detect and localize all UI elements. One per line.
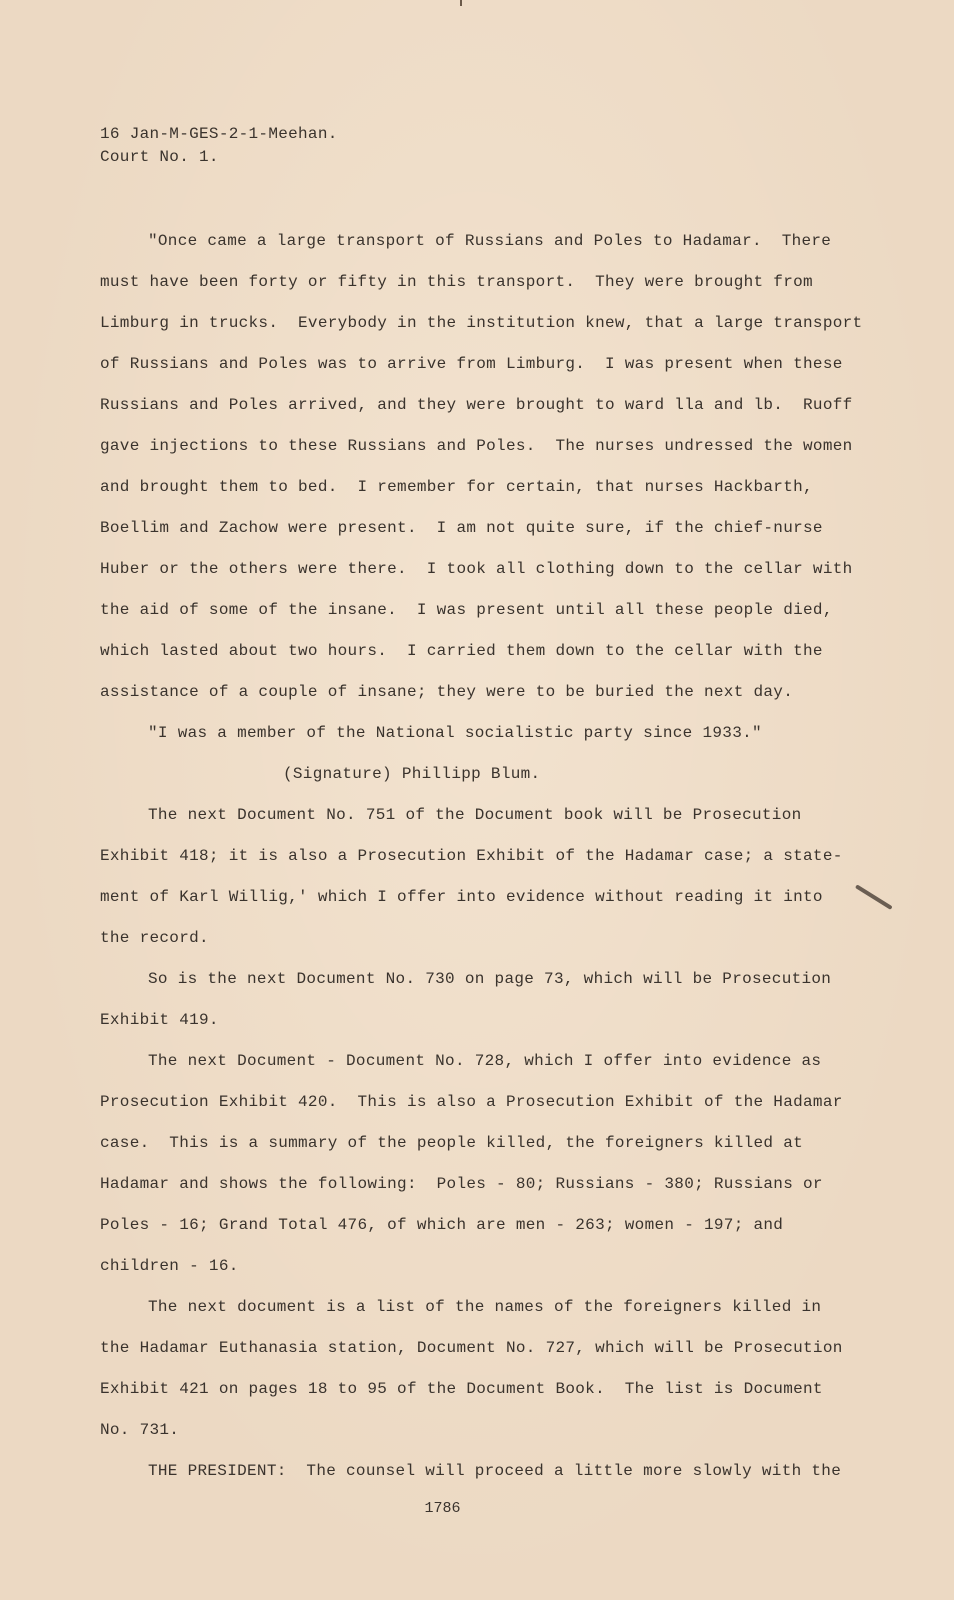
body-line: The next Document No. 751 of the Document book will be Prosecution	[148, 806, 802, 824]
body-line: children - 16.	[100, 1257, 239, 1275]
body-line: Poles - 16; Grand Total 476, of which are men - 263; women - 197; and	[100, 1216, 784, 1234]
body-line: Huber or the others were there. I took all clothing down to the cellar with	[100, 560, 853, 578]
ink-smudge	[855, 884, 893, 910]
header-line-1: 16 Jan-M-GES-2-1-Meehan.	[100, 125, 338, 143]
body-line: the record.	[100, 929, 209, 947]
body-line: Boellim and Zachow were present. I am not quite sure, if the chief-nurse	[100, 519, 823, 537]
body-line: Hadamar and shows the following: Poles - 80; Russians - 380; Russians or	[100, 1175, 823, 1193]
body-line: Exhibit 418; it is also a Prosecution Exhibit of the Hadamar case; a state-	[100, 847, 843, 865]
body-line: and brought them to bed. I remember for certain, that nurses Hackbarth,	[100, 478, 813, 496]
body-line: Exhibit 421 on pages 18 to 95 of the Document Book. The list is Document	[100, 1380, 823, 1398]
body-line: of Russians and Poles was to arrive from Limburg. I was present when these	[100, 355, 843, 373]
body-line: ment of Karl Willig,' which I offer into evidence without reading it into	[100, 888, 823, 906]
body-line: case. This is a summary of the people killed, the foreigners killed at	[100, 1134, 804, 1152]
body-line: Russians and Poles arrived, and they were brought to ward lla and lb. Ruoff	[100, 396, 853, 414]
body-line: the Hadamar Euthanasia station, Document No. 727, which will be Prosecution	[100, 1339, 843, 1357]
body-line: must have been forty or fifty in this transport. They were brought from	[100, 273, 813, 291]
punch-mark	[460, 0, 462, 6]
body-line: So is the next Document No. 730 on page 73, which will be Prosecution	[148, 970, 832, 988]
body-line: Exhibit 419.	[100, 1011, 219, 1029]
body-line: "Once came a large transport of Russians and Poles to Hadamar. There	[148, 232, 832, 250]
body-line: which lasted about two hours. I carried them down to the cellar with the	[100, 642, 823, 660]
header-line-2: Court No. 1.	[100, 148, 219, 166]
body-line: THE PRESIDENT: The counsel will proceed a little more slowly with the	[148, 1462, 842, 1480]
body-line: Limburg in trucks. Everybody in the institution knew, that a large transport	[100, 314, 863, 332]
body-line: The next document is a list of the names of the foreigners killed in	[148, 1298, 822, 1316]
body-line: The next Document - Document No. 728, which I offer into evidence as	[148, 1052, 822, 1070]
page-number: 1786	[424, 1500, 461, 1517]
body-line: No. 731.	[100, 1421, 180, 1439]
body-line: assistance of a couple of insane; they were to be buried the next day.	[100, 683, 794, 701]
body-line: the aid of some of the insane. I was present until all these people died,	[100, 601, 833, 619]
body-line: gave injections to these Russians and Poles. The nurses undressed the women	[100, 437, 853, 455]
body-line: "I was a member of the National socialistic party since 1933."	[148, 724, 762, 742]
signature-line: (Signature) Phillipp Blum.	[283, 765, 541, 783]
body-line: Prosecution Exhibit 420. This is also a Prosecution Exhibit of the Hadamar	[100, 1093, 843, 1111]
